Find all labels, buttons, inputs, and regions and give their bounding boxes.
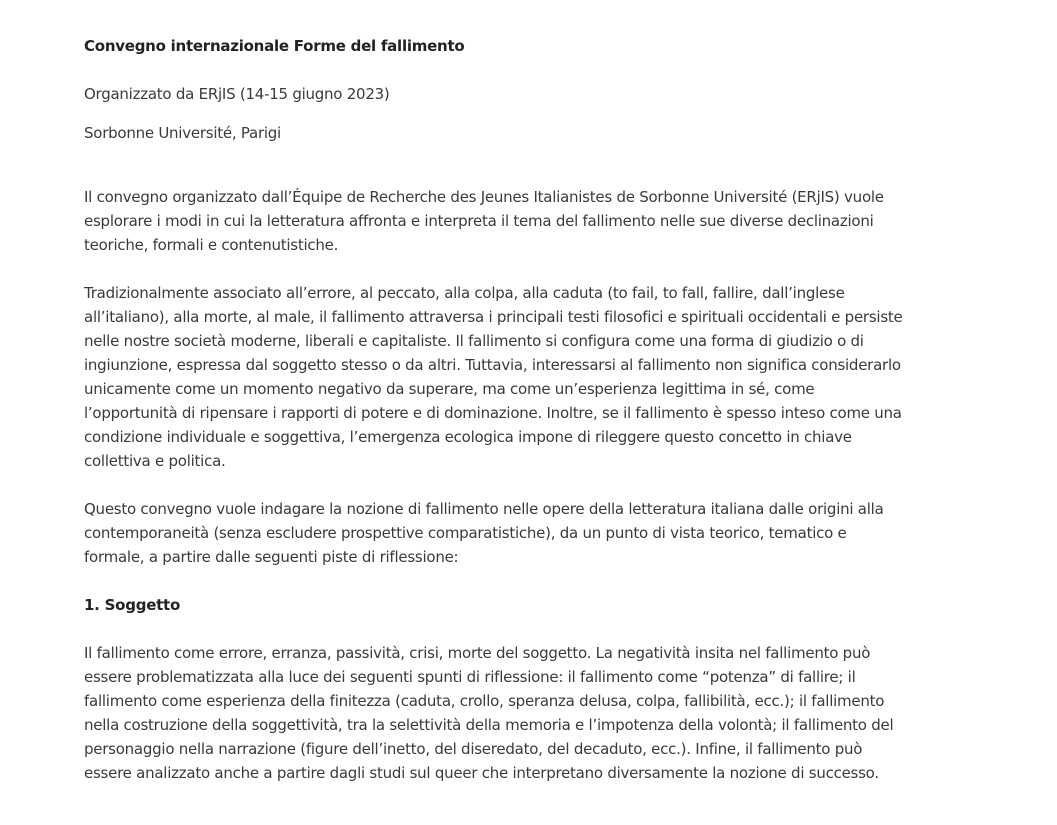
article-content [84, 34, 904, 785]
section-heading: 1. Soggetto [84, 596, 181, 614]
organizer-line: Organizzato da ERjIS (14-15 giugno 2023) [84, 85, 390, 103]
scope-paragraph: Questo convegno vuole indagare la nozione di fallimento nelle opere della letteratura italiana dalle origini alla contemporaneità (senza escludere prospettive comparatistiche), da un punto di vista teorico, tematico e formale, a partire dalle seguenti piste di riflessione: [84, 500, 884, 566]
article-title: Convegno internazionale Forme del fallimento [84, 37, 465, 55]
background-paragraph: Tradizionalmente associato all’errore, al peccato, alla colpa, alla caduta (to fail, to fall, fallire, dall’inglese all’italiano), alla morte, al male, il fallimento attraversa i principali testi filosofici e spirituali occidentali e persiste nelle nostre società moderne, liberali e capitaliste. Il fallimento si configura come una forma di giudizio o di ingiunzione, espressa dal soggetto stesso o da altri. Tuttavia, interessarsi al fallimento non significa considerarlo unicamente come un momento negativo da superare, ma come un’esperienza legittima in sé, come l’opportunità di ripensare i rapporti di potere e di dominazione. Inoltre, se il fallimento è spesso inteso come una condizione individuale e soggettiva, l’emergenza ecologica impone di rileggere questo concetto in chiave collettiva e politica. [84, 284, 903, 470]
intro-paragraph: Il convegno organizzato dall’Équipe de Recherche des Jeunes Italianistes de Sorbonne Université (ERjIS) vuole esplorare i modi in cui la letteratura affronta e interpreta il tema del fallimento nelle sue diverse declinazioni teoriche, formali e contenutistiche. [84, 188, 884, 254]
venue-line: Sorbonne Université, Parigi [84, 124, 281, 142]
section-body-paragraph: Il fallimento come errore, erranza, passività, crisi, morte del soggetto. La negatività insita nel fallimento può essere problematizzata alla luce dei seguenti spunti di riflessione: il fallimento come “potenza” di fallire; il fallimento come esperienza della finitezza (caduta, crollo, speranza delusa, colpa, fallibilità, ecc.); il fallimento nella costruzione della soggettività, tra la selettività della memoria e l’impotenza della volontà; il fallimento del personaggio nella narrazione (figure dell’inetto, del diseredato, del decaduto, ecc.). Infine, il fallimento può essere analizzato anche a partire dagli studi sul queer che interpretano diversamente la nozione di successo. [84, 644, 894, 782]
